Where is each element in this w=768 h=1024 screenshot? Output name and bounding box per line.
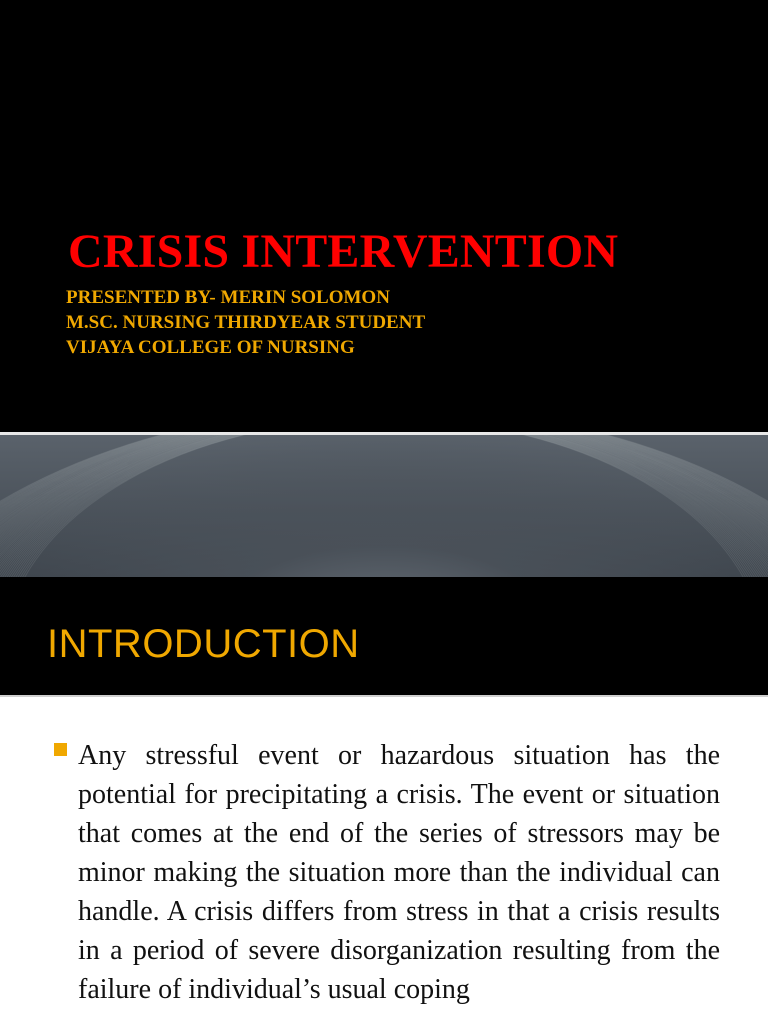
college-line: VIJAYA COLLEGE OF NURSING xyxy=(66,337,355,358)
intro-paragraph: Any stressful event or hazardous situation has the potential for precipitating a crisis. The event or situation that comes at the end of the series of stressors may be minor making the situation more than the individual can handle. A crisis differs from stress in that a crisis results in a period of severe disorganization resulting from the failure of individual’s usual coping xyxy=(78,740,720,1005)
arc-line xyxy=(0,435,768,577)
slide-subtitle xyxy=(66,285,425,360)
arc-pattern-graphic xyxy=(0,435,768,577)
presenter-line: PRESENTED BY- MERIN SOLOMON xyxy=(66,287,390,308)
slide-title: CRISIS INTERVENTION xyxy=(68,225,619,278)
decorative-band xyxy=(0,435,768,577)
bullet-square-icon xyxy=(54,743,67,756)
title-slide xyxy=(0,0,768,432)
header-divider xyxy=(0,695,768,697)
course-line: M.SC. NURSING THIRDYEAR STUDENT xyxy=(66,312,426,333)
intro-heading: INTRODUCTION xyxy=(47,622,360,666)
